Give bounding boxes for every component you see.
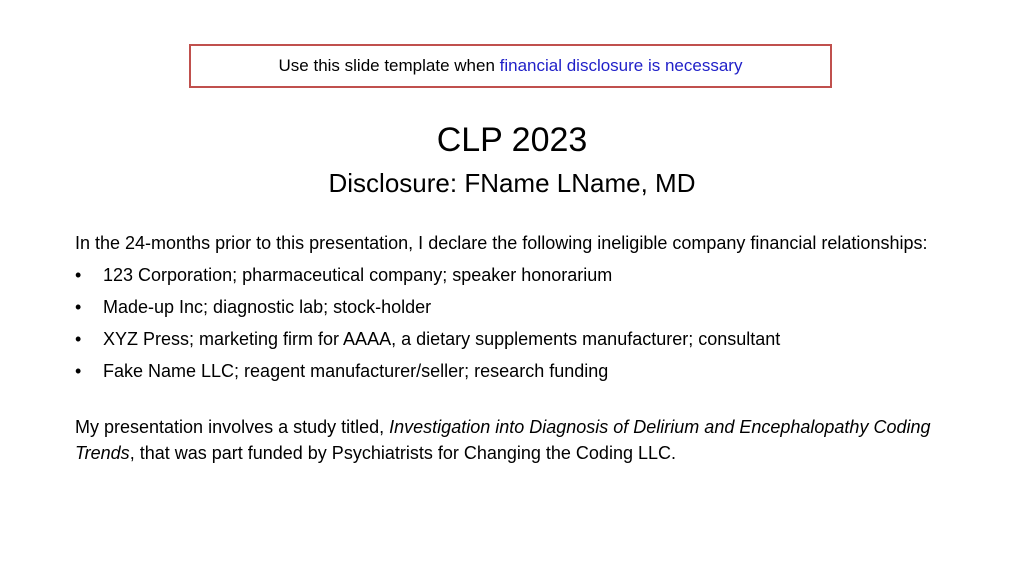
list-item-text: XYZ Press; marketing firm for AAAA, a dietary supplements manufacturer; consultant [103,329,781,349]
disclosure-list [75,262,955,384]
bullet-icon: • [75,361,82,381]
bullet-icon: • [75,297,82,317]
notice-prefix: Use this slide template when [278,56,500,75]
list-item [75,358,955,384]
list-item [75,326,955,352]
bullet-icon: • [75,265,82,285]
list-item-text: 123 Corporation; pharmaceutical company; speaker honorarium [103,265,613,285]
study-title: Investigation into Diagnosis of Delirium and Encephalopathy Coding Trends [75,417,931,463]
closing-paragraph [75,414,955,466]
slide-body [75,230,955,466]
closing-prefix: My presentation involves a study titled, [75,417,390,437]
notice-highlight: financial disclosure is necessary [499,56,743,75]
template-notice-box [189,44,832,88]
notice-text [279,56,743,76]
bullet-icon: • [75,329,82,349]
intro-paragraph: In the 24-months prior to this presentation, I declare the following ineligible company financial relationships: [75,233,928,253]
list-item-text: Made-up Inc; diagnostic lab; stock-holder [103,297,432,317]
list-item [75,262,955,288]
slide-subtitle: Disclosure: FName LName, MD [328,168,696,198]
list-item-text: Fake Name LLC; reagent manufacturer/seller; research funding [103,361,609,381]
slide-title: CLP 2023 [436,121,588,159]
closing-suffix: , that was part funded by Psychiatrists for Changing the Coding LLC. [129,443,676,463]
list-item [75,294,955,320]
